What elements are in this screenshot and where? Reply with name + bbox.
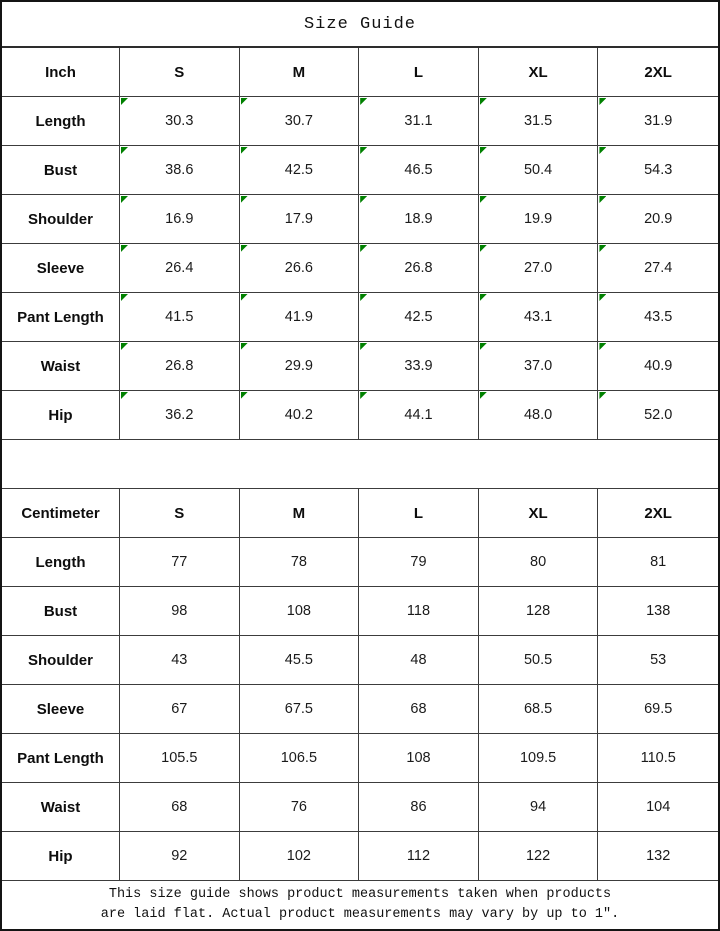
- value-cell: [479, 244, 599, 292]
- value-cell: [598, 146, 718, 194]
- size-header-cell: XL: [479, 48, 599, 96]
- row-label: Bust: [2, 587, 120, 635]
- value-cell: 110.5: [640, 750, 676, 766]
- value-cell: [240, 195, 360, 243]
- value-cell: [598, 293, 718, 341]
- cell-flag-icon: [599, 294, 606, 301]
- value-cell: [479, 97, 599, 145]
- table-row: [2, 293, 718, 342]
- title-row: [2, 2, 718, 48]
- row-label: Sleeve: [2, 244, 120, 292]
- value-cell: 108: [240, 587, 360, 635]
- size-header-cell: M: [240, 489, 360, 537]
- value-cell: [240, 146, 360, 194]
- cell-flag-icon: [360, 343, 367, 350]
- footer-line-1: This size guide shows product measurements taken when products: [108, 887, 612, 903]
- value-cell: [598, 244, 718, 292]
- value-cell: [479, 195, 599, 243]
- value-cell: [359, 391, 479, 439]
- inch-header-row: [2, 48, 718, 97]
- size-header-cell: 2XL: [644, 63, 672, 81]
- cell-flag-icon: [241, 294, 248, 301]
- table-row: [2, 636, 718, 685]
- centimeter-table: [2, 489, 718, 881]
- cell-flag-icon: [360, 245, 367, 252]
- value-cell: [359, 342, 479, 390]
- value-cell: 81: [650, 554, 667, 570]
- cell-flag-icon: [121, 343, 128, 350]
- unit-header-cell: Centimeter: [2, 489, 120, 537]
- value-cell: [120, 244, 240, 292]
- value-text: 30.7: [284, 113, 313, 129]
- table-row: [2, 342, 718, 391]
- inch-table: [2, 48, 718, 440]
- table-row: [2, 832, 718, 881]
- cell-flag-icon: [480, 98, 487, 105]
- value-cell: 94: [479, 783, 599, 831]
- value-text: 30.3: [165, 113, 194, 129]
- value-cell: [598, 391, 718, 439]
- cell-flag-icon: [241, 147, 248, 154]
- value-text: 19.9: [523, 211, 553, 227]
- cell-flag-icon: [241, 98, 248, 105]
- value-text: 37.0: [523, 358, 553, 374]
- value-cell: [359, 146, 479, 194]
- size-header-cell: M: [240, 48, 360, 96]
- value-cell: 122: [479, 832, 599, 880]
- value-text: 27.4: [644, 260, 673, 276]
- cell-flag-icon: [360, 98, 367, 105]
- value-cell: 104: [646, 799, 671, 815]
- value-cell: 132: [646, 848, 671, 864]
- value-cell: 43: [120, 636, 240, 684]
- table-row: [2, 244, 718, 293]
- value-cell: 69.5: [644, 701, 673, 717]
- value-text: 43.5: [644, 309, 673, 325]
- table-row: [2, 587, 718, 636]
- value-cell: 105.5: [120, 734, 240, 782]
- row-label: Hip: [2, 391, 120, 439]
- cell-flag-icon: [121, 98, 128, 105]
- row-label: Shoulder: [2, 195, 120, 243]
- cell-flag-icon: [121, 294, 128, 301]
- value-text: 16.9: [165, 211, 194, 227]
- row-label: Shoulder: [2, 636, 120, 684]
- value-cell: 86: [359, 783, 479, 831]
- size-header-cell: XL: [479, 489, 599, 537]
- value-text: 43.1: [523, 309, 553, 325]
- value-cell: [479, 391, 599, 439]
- value-cell: [479, 146, 599, 194]
- value-cell: 68.5: [479, 685, 599, 733]
- cell-flag-icon: [241, 392, 248, 399]
- value-text: 26.6: [284, 260, 313, 276]
- cell-flag-icon: [599, 245, 606, 252]
- value-cell: [240, 97, 360, 145]
- footer-line-2: are laid flat. Actual product measurements may vary by up to 1″.: [100, 907, 620, 922]
- value-text: 31.1: [404, 113, 433, 129]
- footer-note: [2, 881, 718, 929]
- row-label: Waist: [2, 342, 120, 390]
- size-header-cell: S: [120, 48, 240, 96]
- value-text: 31.9: [644, 113, 673, 129]
- table-row: [2, 734, 718, 783]
- value-cell: [598, 97, 718, 145]
- value-cell: [120, 391, 240, 439]
- table-row: [2, 97, 718, 146]
- row-label: Hip: [2, 832, 120, 880]
- value-cell: [120, 293, 240, 341]
- value-text: 31.5: [523, 113, 553, 129]
- cell-flag-icon: [241, 343, 248, 350]
- value-cell: 50.5: [479, 636, 599, 684]
- size-header-cell: S: [120, 489, 240, 537]
- cell-flag-icon: [360, 392, 367, 399]
- value-cell: [359, 195, 479, 243]
- table-row: [2, 538, 718, 587]
- unit-header-cell: Inch: [2, 48, 120, 96]
- spacer-row: [2, 440, 718, 489]
- table-row: [2, 391, 718, 440]
- value-cell: [598, 195, 718, 243]
- value-cell: [120, 97, 240, 145]
- value-text: 54.3: [644, 162, 673, 178]
- value-cell: [598, 342, 718, 390]
- cell-flag-icon: [121, 392, 128, 399]
- value-text: 50.4: [523, 162, 553, 178]
- cell-flag-icon: [121, 196, 128, 203]
- row-label: Length: [2, 538, 120, 586]
- value-cell: 118: [359, 587, 479, 635]
- row-label: Pant Length: [2, 293, 120, 341]
- cell-flag-icon: [480, 147, 487, 154]
- cell-flag-icon: [480, 196, 487, 203]
- value-cell: [479, 342, 599, 390]
- cell-flag-icon: [360, 196, 367, 203]
- value-cell: [240, 342, 360, 390]
- value-text: 41.5: [165, 309, 194, 325]
- value-text: 18.9: [404, 211, 433, 227]
- value-cell: 77: [120, 538, 240, 586]
- value-cell: [120, 342, 240, 390]
- cell-flag-icon: [599, 392, 606, 399]
- value-text: 33.9: [404, 358, 433, 374]
- size-header-cell: L: [359, 489, 479, 537]
- value-text: 40.2: [284, 407, 313, 423]
- value-text: 41.9: [284, 309, 313, 325]
- cell-flag-icon: [599, 343, 606, 350]
- row-label: Length: [2, 97, 120, 145]
- value-cell: [359, 97, 479, 145]
- value-text: 42.5: [284, 162, 313, 178]
- value-text: 46.5: [404, 162, 433, 178]
- value-cell: 53: [650, 652, 667, 668]
- value-text: 29.9: [284, 358, 313, 374]
- table-row: [2, 783, 718, 832]
- cell-flag-icon: [599, 147, 606, 154]
- cell-flag-icon: [360, 294, 367, 301]
- value-cell: 76: [240, 783, 360, 831]
- value-cell: 79: [359, 538, 479, 586]
- value-cell: 92: [120, 832, 240, 880]
- value-cell: [240, 244, 360, 292]
- value-cell: 98: [120, 587, 240, 635]
- value-text: 17.9: [284, 211, 313, 227]
- size-header-cell: L: [359, 48, 479, 96]
- cell-flag-icon: [121, 147, 128, 154]
- value-cell: [479, 293, 599, 341]
- value-cell: 67: [120, 685, 240, 733]
- value-text: 52.0: [644, 407, 673, 423]
- value-cell: 106.5: [240, 734, 360, 782]
- row-label: Bust: [2, 146, 120, 194]
- value-cell: 68: [120, 783, 240, 831]
- value-cell: 68: [359, 685, 479, 733]
- cell-flag-icon: [480, 392, 487, 399]
- cell-flag-icon: [599, 196, 606, 203]
- value-cell: 112: [359, 832, 479, 880]
- value-cell: 102: [240, 832, 360, 880]
- value-cell: [359, 244, 479, 292]
- cell-flag-icon: [599, 98, 606, 105]
- value-cell: [120, 195, 240, 243]
- value-text: 26.4: [165, 260, 194, 276]
- value-text: 48.0: [523, 407, 553, 423]
- value-cell: [240, 391, 360, 439]
- value-cell: 108: [359, 734, 479, 782]
- row-label: Sleeve: [2, 685, 120, 733]
- value-cell: 138: [646, 603, 671, 619]
- table-row: [2, 685, 718, 734]
- cell-flag-icon: [480, 245, 487, 252]
- page-title: Size Guide: [303, 14, 417, 34]
- cell-flag-icon: [480, 294, 487, 301]
- value-cell: [359, 293, 479, 341]
- size-header-cell: 2XL: [644, 504, 672, 522]
- table-row: [2, 146, 718, 195]
- value-cell: [240, 293, 360, 341]
- cell-flag-icon: [241, 245, 248, 252]
- cell-flag-icon: [241, 196, 248, 203]
- row-label: Waist: [2, 783, 120, 831]
- cell-flag-icon: [480, 343, 487, 350]
- cm-header-row: [2, 489, 718, 538]
- value-text: 40.9: [644, 358, 673, 374]
- value-cell: 45.5: [240, 636, 360, 684]
- value-text: 27.0: [523, 260, 553, 276]
- value-text: 44.1: [404, 407, 433, 423]
- value-text: 26.8: [165, 358, 194, 374]
- value-text: 36.2: [165, 407, 194, 423]
- value-cell: 48: [359, 636, 479, 684]
- row-label: Pant Length: [2, 734, 120, 782]
- value-text: 26.8: [404, 260, 433, 276]
- value-text: 42.5: [404, 309, 433, 325]
- value-text: 20.9: [644, 211, 673, 227]
- value-cell: [120, 146, 240, 194]
- value-text: 38.6: [165, 162, 194, 178]
- cell-flag-icon: [360, 147, 367, 154]
- value-cell: 80: [479, 538, 599, 586]
- value-cell: 67.5: [240, 685, 360, 733]
- value-cell: 109.5: [479, 734, 599, 782]
- value-cell: 128: [479, 587, 599, 635]
- cell-flag-icon: [121, 245, 128, 252]
- table-row: [2, 195, 718, 244]
- value-cell: 78: [240, 538, 360, 586]
